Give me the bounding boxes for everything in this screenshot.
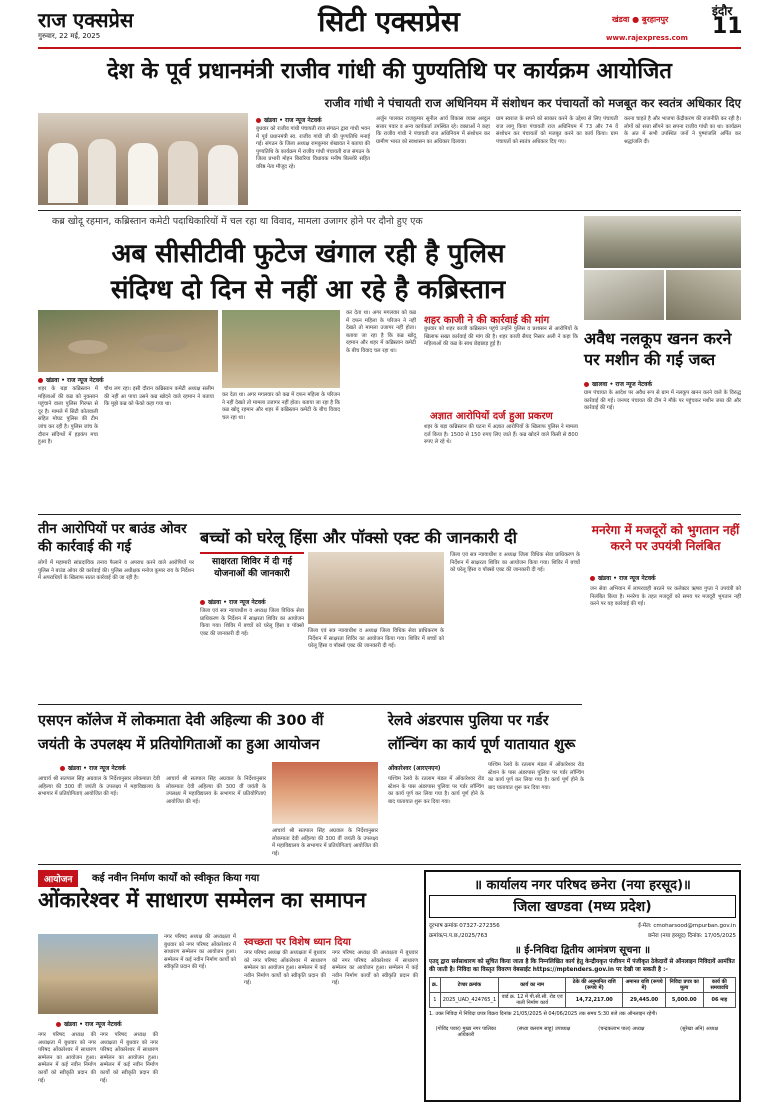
masthead — [0, 0, 778, 48]
story5-photo — [308, 552, 444, 624]
tender-signature: (चन्द्रकलाभ पाल) अध्यक्ष — [598, 1026, 645, 1032]
story2-photo-2 — [222, 310, 340, 388]
story9-photo — [38, 934, 158, 1014]
masthead-left-title: राज एक्सप्रेस — [38, 8, 134, 32]
tender-notes: 1. उक्त निविदा में निविदा प्रपत्र विक्रय दिनांक 21/05/2025 से 04/06/2025 तक समय 5:30 बजे तक ऑनलाइन रहेगी। — [429, 1011, 658, 1017]
story5-col2: जिला एवं सत्र न्यायाधीश व अध्यक्ष जिला विधिक सेवा प्राधिकरण के निर्देशन में साक्षरता शिविर का आयोजन किया गया। शिविर में बच्चों को घरेलू हिंसा व पॉक्सो एक्ट की जानकारी दी गई। — [308, 628, 446, 650]
story7-headline-1: एसएन कॉलेज में लोकमाता देवी अहिल्या की 300 वीं — [38, 713, 324, 729]
tender-cell: 2025_UAD_424765_1 — [440, 993, 498, 1008]
story2-byline — [38, 376, 104, 384]
story7-col1: आचार्य श्री सतपाल सिंह अग्रवाल के निर्देशानुसार लोकमाता देवी अहिल्या की 300 वीं जयंती के उपलक्ष्य में महाविद्यालय के सभागार में प्रतियोगिताएं आयोजित की गई। — [38, 776, 162, 798]
tender-table — [429, 977, 736, 1008]
story2-sub2-body: शहर के बड़ा कब्रिस्तान की घटना में अज्ञात आरोपियों के खिलाफ पुलिस ने मामला दर्ज किया है। 1500 से 150 रुपए लिए जाते हैं। कब्र खोदने वाले किसी से 800 रुपए ले रहे थे। — [424, 424, 580, 446]
story9-byline-text: खंडवा • राज न्यूज नेटवर्क — [64, 1021, 122, 1028]
tender-table-header — [430, 978, 736, 993]
bullet-icon — [590, 576, 595, 581]
story1-photo — [38, 113, 248, 205]
story3-photo-3 — [666, 270, 741, 320]
story4-headline: तीन आरोपियों पर बाउंड ओवर की कार्रवाई की गई — [38, 521, 187, 555]
masthead-date: गुरुवार, 22 मई, 2025 — [38, 32, 101, 40]
tender-title1: ॥ कार्यालय नगर परिषद छनेरा (नया हरसूद)॥ — [474, 878, 691, 893]
bullet-icon — [584, 382, 589, 387]
story1-byline-text: खंडवा • राज न्यूज नेटवर्क — [264, 117, 322, 124]
page-number: 11 — [712, 14, 743, 39]
story9-col4: नगर परिषद अध्यक्ष की अध्यक्षता में बुधवार को नगर परिषद ओंकारेश्वर में साधारण सम्मेलन का आयोजन हुआ। सम्मेलन में कई नवीन निर्माण कार्यों को स्वीकृति प्रदान की गई। — [244, 950, 328, 987]
masthead-url: www.rajexpress.com — [606, 34, 688, 42]
story2-photo — [38, 310, 218, 372]
story9-col1: नगर परिषद अध्यक्ष की अध्यक्षता में बुधवार को नगर परिषद ओंकारेश्वर में साधारण सम्मेलन का आयोजन हुआ। सम्मेलन में कई नवीन निर्माण कार्यों को स्वीकृति प्रदान की गई। — [38, 1032, 98, 1084]
masthead-cities: खंडवा ● बुरहानपुर — [612, 15, 669, 24]
story3-body: ग्राम पंचायत के आदेश पर अवैध रूप से ग्राम में नलकूप खनन करने वाले के विरुद्ध कार्रवाई की गई। जनपद पंचायत की टीम ने मौके पर पहुंचकर मशीन जब्त की और कार्रवाई की गई। — [584, 390, 743, 412]
story8-headline-2: लॉन्चिंग का कार्य पूर्ण यातायात शुरू — [388, 737, 576, 753]
story8-col2: पश्चिम रेलवे के रतलाम मंडल में ओंकारेश्वर रोड स्टेशन के पास अंडरपास पुलिया पर गर्डर लॉन्चिंग का कार्य पूर्ण कर लिया गया है। कार्य पूर्ण होने के बाद यातायात शुरू कर दिया गया। — [488, 762, 586, 791]
story8-byline — [388, 764, 441, 772]
tender-ref-left: क्रमांक/न.प.छ./2025/763 — [429, 933, 488, 939]
story5-headline: बच्चों को घरेलू हिंसा और पॉक्सो एक्ट की जानकारी दी — [200, 528, 517, 547]
story2-headline-1: अब सीसीटीवी फुटेज खंगाल रही है पुलिस — [111, 239, 505, 269]
story1-headline: देश के पूर्व प्रधानमंत्री राजीव गांधी की पुण्यतिथि पर कार्यक्रम आयोजित — [107, 59, 672, 84]
tender-title2: जिला खण्डवा (मध्य प्रदेश) — [429, 895, 736, 918]
story1-byline — [256, 116, 322, 124]
story2-headline-2: संदिग्ध दो दिन से नहीं आ रहे है कब्रिस्तान — [110, 275, 506, 305]
masthead-rule — [38, 47, 741, 49]
story9-col3: नगर परिषद अध्यक्ष की अध्यक्षता में बुधवार को नगर परिषद ओंकारेश्वर में साधारण सम्मेलन का आयोजन हुआ। सम्मेलन में कई नवीन निर्माण कार्यों को स्वीकृति प्रदान की गई। — [164, 934, 238, 971]
story3-byline-text: खालवा • राज न्यूज नेटवर्क — [592, 381, 653, 388]
divider — [38, 864, 741, 865]
story2-col3: कर देता था। अगर मगलवार को कब्र में दफन महिला के परिजन ने नहीं देखते तो मामला उजागर नहीं होता। बताया जा रहा है कि कब्र खोदू रहमान और शहर में कब्रिस्तान कमेटी के बीच विवाद चल रहा था। — [222, 392, 342, 421]
story6-byline — [590, 574, 656, 582]
story6-headline: मनरेगा में मजदूरों को भुगतान नहीं करने पर उपयंत्री निलंबित — [591, 523, 740, 553]
story2-sidebar-head: शहर काजी ने की कार्रवाई की मांग — [424, 315, 550, 326]
tender-cell: 29,445.00 — [623, 993, 665, 1008]
story2-sidebar-body: बुधवार को शहर काजी कब्रिस्तान पहुंचे उन्होंने पुलिस व प्रशासन से आरोपियों के खिलाफ सख्त कार्रवाई की मांग की है। शहर काजी सैयद निसार अली ने कहा कि महिलाओं की कब्र के साथ छेड़छाड़ हुई है। — [424, 326, 580, 348]
story9-kicker: कई नवीन निर्माण कार्यों को स्वीकृत किया गया — [92, 873, 260, 884]
story9-byline — [56, 1020, 122, 1028]
story9-col5: नगर परिषद अध्यक्ष की अध्यक्षता में बुधवार को नगर परिषद ओंकारेश्वर में साधारण सम्मेलन का आयोजन हुआ। सम्मेलन में कई नवीन निर्माण कार्यों को स्वीकृति प्रदान की गई। — [332, 950, 420, 987]
story2-col2: चौथ लग रहा। इसी दौरान कब्रिस्तान कमेटी अध्यक्ष सलीम की नहीं आ पाया उसने कब्र खोदने वाले रहमान ने बताया कि मुझे कब्र को फेंको कहा गया था। — [104, 386, 216, 408]
divider — [38, 704, 582, 705]
bullet-icon — [200, 600, 205, 605]
tender-cell: 1 — [430, 993, 441, 1008]
story1-col3: ग्राम स्वराज के सपने को साकार करने के उद्देश्य से लिए पंचायती राज लागू किया पंचायती राज अधिनियम में 73 और 74 वें संशोधन कर पंचायतों को मजबूत करने का कार्य किया। ग्राम पंचायतों को स्वतंत्र अधिकार दिए गए। — [496, 116, 620, 145]
tender-header-cell: कार्य का नाम — [499, 978, 566, 993]
story1-subhead: राजीव गांधी ने पंचायती राज अधिनियम में संशोधन कर पंचायतों को मजबूत कर स्वतंत्र अधिकार दिए — [324, 96, 741, 110]
story7-byline — [60, 764, 126, 772]
story2-kicker: कब्र खोदू रहमान, कब्रिस्तान कमेटी पदाधिकारियों में चल रहा था विवाद, मामला उजागर होने पर दौनो हुए एक — [52, 216, 423, 227]
story9-col2: नगर परिषद अध्यक्ष की अध्यक्षता में बुधवार को नगर परिषद ओंकारेश्वर में साधारण सम्मेलन का आयोजन हुआ। सम्मेलन में कई नवीन निर्माण कार्यों को स्वीकृति प्रदान की गई। — [100, 1032, 160, 1084]
story5-col1: जिला एवं सत्र न्यायाधीश व अध्यक्ष जिला विधिक सेवा प्राधिकरण के निर्देशन में साक्षरता शिविर का आयोजन किया गया। शिविर में बच्चों को घरेलू हिंसा व पॉक्सो एक्ट की जानकारी दी गई। — [200, 608, 306, 637]
story3-photo-2 — [584, 270, 664, 320]
divider — [38, 210, 741, 211]
story8-byline-text: ओंकारेश्वर (आरएनएन) — [388, 765, 441, 772]
tender-ref-right: छनेरा (नया हरसूद) दिनांक: 17/05/2025 — [648, 933, 736, 939]
tender-cell: 06 माह — [703, 993, 735, 1008]
story6-body: जन सेवा अभियान में लापरवाही बरतने पर कलेक्टर ऋषव गुप्ता ने उपयंत्री को निलंबित किया है। मनरेगा के तहत मजदूरों को समय पर मजदूरी भुगतान नहीं करने पर यह कार्रवाई की गई। — [590, 586, 743, 608]
tender-signature: (गोविंद पवार) मुख्य नगर पालिका अधिकारी — [435, 1026, 497, 1038]
tender-header-cell: अमानत राशि (रूपये में) — [623, 978, 665, 993]
tender-intro: एतद् द्वारा सर्वसाधारण को सूचित किया जाता है कि निम्नलिखित कार्य हेतु केन्द्रीयकृत पंजीयन में पंजीकृत ठेकेदारों से ऑनलाइन निविदायें आमंत्रित की जाती है। निविदा का विस्तृत विवरण वेबसाईट https://mptenders.gov.in पर देखी जा सकती है :- — [429, 959, 735, 973]
tender-signature: (संध्या बलराम साहू) उपाध्यक्ष — [516, 1026, 571, 1032]
tender-header-cell: कार्य की समयावधि — [703, 978, 735, 993]
story9-sub: स्वच्छता पर विशेष ध्यान दिया — [244, 937, 351, 948]
divider — [38, 514, 741, 515]
bullet-icon — [56, 1022, 61, 1027]
tender-email: ई-मेल: cmoharsood@mpurban.gov.in — [638, 923, 736, 929]
story9-tag: आयोजन — [38, 870, 78, 887]
story5-col3: जिला एवं सत्र न्यायाधीश व अध्यक्ष जिला विधिक सेवा प्राधिकरण के निर्देशन में साक्षरता शिविर का आयोजन किया गया। शिविर में बच्चों को घरेलू हिंसा व पॉक्सो एक्ट की जानकारी दी गई। — [450, 552, 582, 574]
tender-notice-title: ॥ ई-निविदा द्वितीय आमंत्रण सूचना ॥ — [514, 945, 651, 956]
story1-col4: करना चाहते है और भाजपा केंद्रीकरण की राजनीति कर रही है। लोगों को सत्ता सौंपने का सपना राजीव गांधी का था। कार्यक्रम के अंत में सभी उपस्थित जनों ने पुष्पांजलि अर्पित कर श्रद्धांजलि दी। — [624, 116, 743, 145]
tender-header-cell: निविदा प्रपत्र का मूल्य — [665, 978, 703, 993]
tender-cell: वार्ड क्र. 12 में पी.सी.सी. रोड एवं नाली निर्माण कार्य — [499, 993, 566, 1008]
story6-byline-text: खंडवा • राज न्यूज नेटवर्क — [598, 575, 656, 582]
story5-box: साक्षरता शिविर में दी गई योजनाओं की जानकारी — [200, 552, 304, 580]
tender-header-cell: ठेके की अनुमानित राशि (रूपये में) — [566, 978, 623, 993]
bullet-icon — [256, 118, 261, 123]
tender-phone: दूरभाष क्रमांक 07327-272356 — [429, 923, 500, 929]
story7-byline-text: खंडवा • राज न्यूज नेटवर्क — [68, 765, 126, 772]
story7-photo — [272, 762, 378, 824]
story5-byline — [200, 598, 266, 606]
story3-headline: अवैध नलकूप खनन करने पर मशीन की गई जब्त — [584, 329, 732, 369]
tender-notice — [424, 870, 741, 1102]
story5-byline-text: खंडवा • राज न्यूज नेटवर्क — [208, 599, 266, 606]
bullet-icon — [60, 766, 65, 771]
story9-headline: ओंकारेश्वर में साधारण सम्मेलन का समापन — [38, 888, 366, 912]
story4-body: लोगों में महामारी सांप्रदायिक तनाव फैलाने व अपराध करने वाले आरोपियों पर पुलिस ने बाउंड ओवर की कार्रवाई की। पुलिस अधीक्षक मनोज कुमार राय के निर्देशन में अपराधियों के खिलाफ सतत कार्रवाई की जा रही है। — [38, 560, 196, 582]
story2-col1: शहर के बड़ा कब्रिस्तान में महिलाओं की कब्र को नुकसान पहुंचाने वाला पुलिस गिरफ्त से दूर है। मामले में सिटी कोतवाली सहित मोघट पुलिस की टीम जांच कर रही है। पुलिस जांच के दौरान संदिग्धों में हड़कंप मचा हुआ है। — [38, 386, 100, 446]
story2-byline-text: खंडवा • राज न्यूज नेटवर्क — [46, 377, 104, 384]
masthead-center-title: सिटी एक्सप्रेस — [318, 5, 460, 38]
story2-sub2-head: अज्ञात आरोपियों दर्ज हुआ प्रकरण — [430, 411, 553, 422]
story8-headline-1: रेलवे अंडरपास पुलिया पर गर्डर — [388, 713, 549, 729]
story7-col2: आचार्य श्री सतपाल सिंह अग्रवाल के निर्देशानुसार लोकमाता देवी अहिल्या की 300 वीं जयंती के उपलक्ष्य में महाविद्यालय के सभागार में प्रतियोगिताएं आयोजित की गई। — [166, 776, 268, 805]
story7-col3: आचार्य श्री सतपाल सिंह अग्रवाल के निर्देशानुसार लोकमाता देवी अहिल्या की 300 वीं जयंती के उपलक्ष्य में महाविद्यालय के सभागार में प्रतियोगिताएं आयोजित की गई। — [272, 828, 380, 857]
story2-col4: कर देता था। अगर मगलवार को कब्र में दफन महिला के परिजन ने नहीं देखते तो मामला उजागर नहीं होता। बताया जा रहा है कि कब्र खोदू रहमान और शहर में कब्रिस्तान कमेटी के बीच विवाद चल रहा था। — [346, 310, 418, 354]
tender-signature: (सुरेखा अनि) अध्यक्ष — [680, 1026, 719, 1032]
tender-cell: 5,000.00 — [665, 993, 703, 1008]
tender-header-cell: क्र. — [430, 978, 441, 993]
tender-header-cell: टेण्डर क्रमांक — [440, 978, 498, 993]
tender-cell: 14,72,217.00 — [566, 993, 623, 1008]
story3-photo-1 — [584, 216, 741, 268]
story7-headline-2: जयंती के उपलक्ष्य में प्रतियोगिताओं का हुआ आयोजन — [38, 737, 320, 753]
masthead-city: इंदौर — [712, 4, 733, 18]
bullet-icon — [38, 378, 43, 383]
story1-col1: बुधवार को राजीव गांधी पंचायती राज संगठन द्वारा गांधी भवन में पूर्व प्रधानमंत्री स्व. राजीव गांधी जी की पुण्यतिथि मनाई गई। संगठन के जिला अध्यक्ष रामकुमार शेखावत ने बताया की पुण्यतिथि के कार्यक्रम में राजीव गांधी पंचायती राज संगठन के जिला प्रभारी मोहन बिरारिया विधायक मनीष बिल्लोरे सहित वरिष्ठ नेता मौजूद रहे। — [256, 126, 372, 170]
story8-col1: पश्चिम रेलवे के रतलाम मंडल में ओंकारेश्वर रोड स्टेशन के पास अंडरपास पुलिया पर गर्डर लॉन्चिंग का कार्य पूर्ण कर लिया गया है। कार्य पूर्ण होने के बाद यातायात शुरू कर दिया गया। — [388, 776, 486, 805]
story3-byline — [584, 380, 652, 388]
table-row — [430, 993, 736, 1008]
story1-col2: अर्जुन पालकर राजकुमार सुनील आर्य विकास व्यास अब्दुल सत्तार पवार व अन्य कार्यकर्ता उपस्थित रहे। वक्ताओं ने कहा कि राजीव गांधी ने पंचायती राज अधिनियम में संशोधन कर ग्रामीण भारत को स्वशासन का अधिकार दिलाया। — [376, 116, 492, 145]
